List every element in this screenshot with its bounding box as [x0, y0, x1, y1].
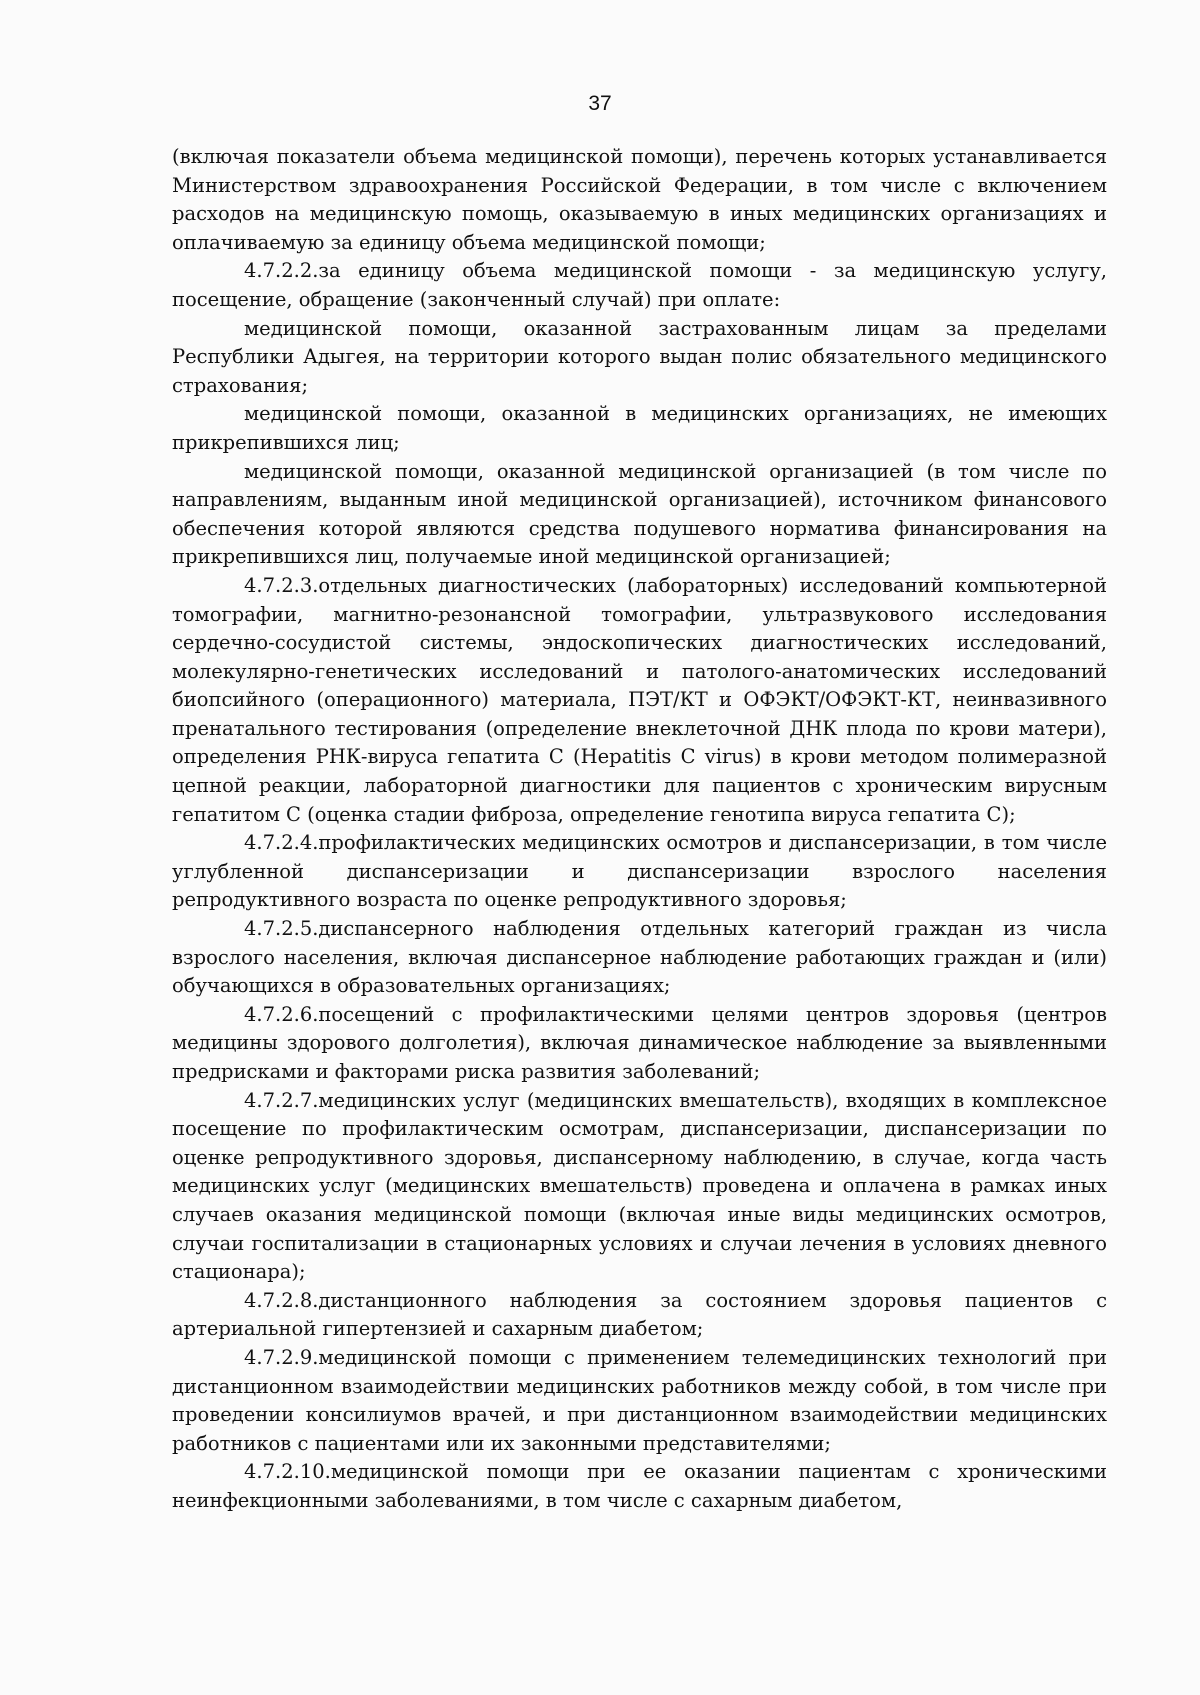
paragraph: медицинской помощи, оказанной медицинской организацией (в том числе по направлениям, выданным иной медицинской организацией), источником финансового обеспечения которой являются средства подушевого норматива финансирования на прикрепившихся лиц, получаемые иной медицинской организацией;	[172, 459, 1107, 569]
paragraph: 4.7.2.9.медицинской помощи с применением телемедицинских технологий при дистанционном взаимодействии медицинских работников между собой, в том числе при проведении консилиумов врачей, и при дистанционном взаимодействии медицинских работников с пациентами или их законными представителями;	[172, 1345, 1107, 1455]
paragraph: 4.7.2.2.за единицу объема медицинской помощи - за медицинскую услугу, посещение, обращение (законченный случай) при оплате:	[172, 259, 1107, 311]
paragraph: 4.7.2.10.медицинской помощи при ее оказании пациентам с хроническими неинфекционными заболеваниями, в том числе с сахарным диабетом,	[172, 1460, 1107, 1512]
paragraph: 4.7.2.7.медицинских услуг (медицинских вмешательств), входящих в комплексное посещение по профилактическим осмотрам, диспансеризации, диспансеризации по оценке репродуктивного здоровья, диспансерному наблюдению, в случае, когда часть медицинских услуг (медицинских вмешательств) проведена и оплачена в рамках иных случаев оказания медицинской помощи (включая иные виды медицинских осмотров, случаи госпитализации в стационарных условиях и случаи лечения в условиях дневного стационара);	[172, 1088, 1107, 1284]
paragraph: 4.7.2.3.отдельных диагностических (лабораторных) исследований компьютерной томографии, магнитно-резонансной томографии, ультразвукового исследования сердечно-сосудистой системы, эндоскопических диагностических исследований, молекулярно-генетических исследований и патолого-анатомических исследований биопсийного (операционного) материала, ПЭТ/КТ и ОФЭКТ/ОФЭКТ-КТ, неинвазивного пренатального тестирования (определение внеклеточной ДНК плода по крови матери), определения РНК-вируса гепатита С (Hepatitis С virus) в крови методом полимеразной цепной реакции, лабораторной диагностики для пациентов с хроническим вирусным гепатитом С (оценка стадии фиброза, определение генотипа вируса гепатита С);	[172, 573, 1107, 826]
paragraph: медицинской помощи, оказанной в медицинских организациях, не имеющих прикрепившихся лиц;	[172, 402, 1107, 454]
paragraph: 4.7.2.5.диспансерного наблюдения отдельных категорий граждан из числа взрослого населения, включая диспансерное наблюдение работающих граждан и (или) обучающихся в образовательных организациях;	[172, 917, 1107, 998]
paragraph: медицинской помощи, оказанной застрахованным лицам за пределами Республики Адыгея, на территории которого выдан полис обязательного медицинского страхования;	[172, 316, 1107, 397]
paragraph: 4.7.2.6.посещений с профилактическими целями центров здоровья (центров медицины здорового долголетия), включая динамическое наблюдение за выявленными предрисками и факторами риска развития заболеваний;	[172, 1002, 1107, 1083]
document-body	[172, 143, 1107, 1516]
paragraph: (включая показатели объема медицинской помощи), перечень которых устанавливается Министерством здравоохранения Российской Федерации, в том числе с включением расходов на медицинскую помощь, оказываемую в иных медицинских организациях и оплачиваемую за единицу объема медицинской помощи;	[172, 145, 1107, 254]
paragraph: 4.7.2.8.дистанционного наблюдения за состоянием здоровья пациентов с артериальной гипертензией и сахарным диабетом;	[172, 1288, 1107, 1341]
paragraph: 4.7.2.4.профилактических медицинских осмотров и диспансеризации, в том числе углубленной диспансеризации и диспансеризации взрослого населения репродуктивного возраста по оценке репродуктивного здоровья;	[172, 831, 1107, 912]
page-number: 37	[588, 92, 612, 115]
